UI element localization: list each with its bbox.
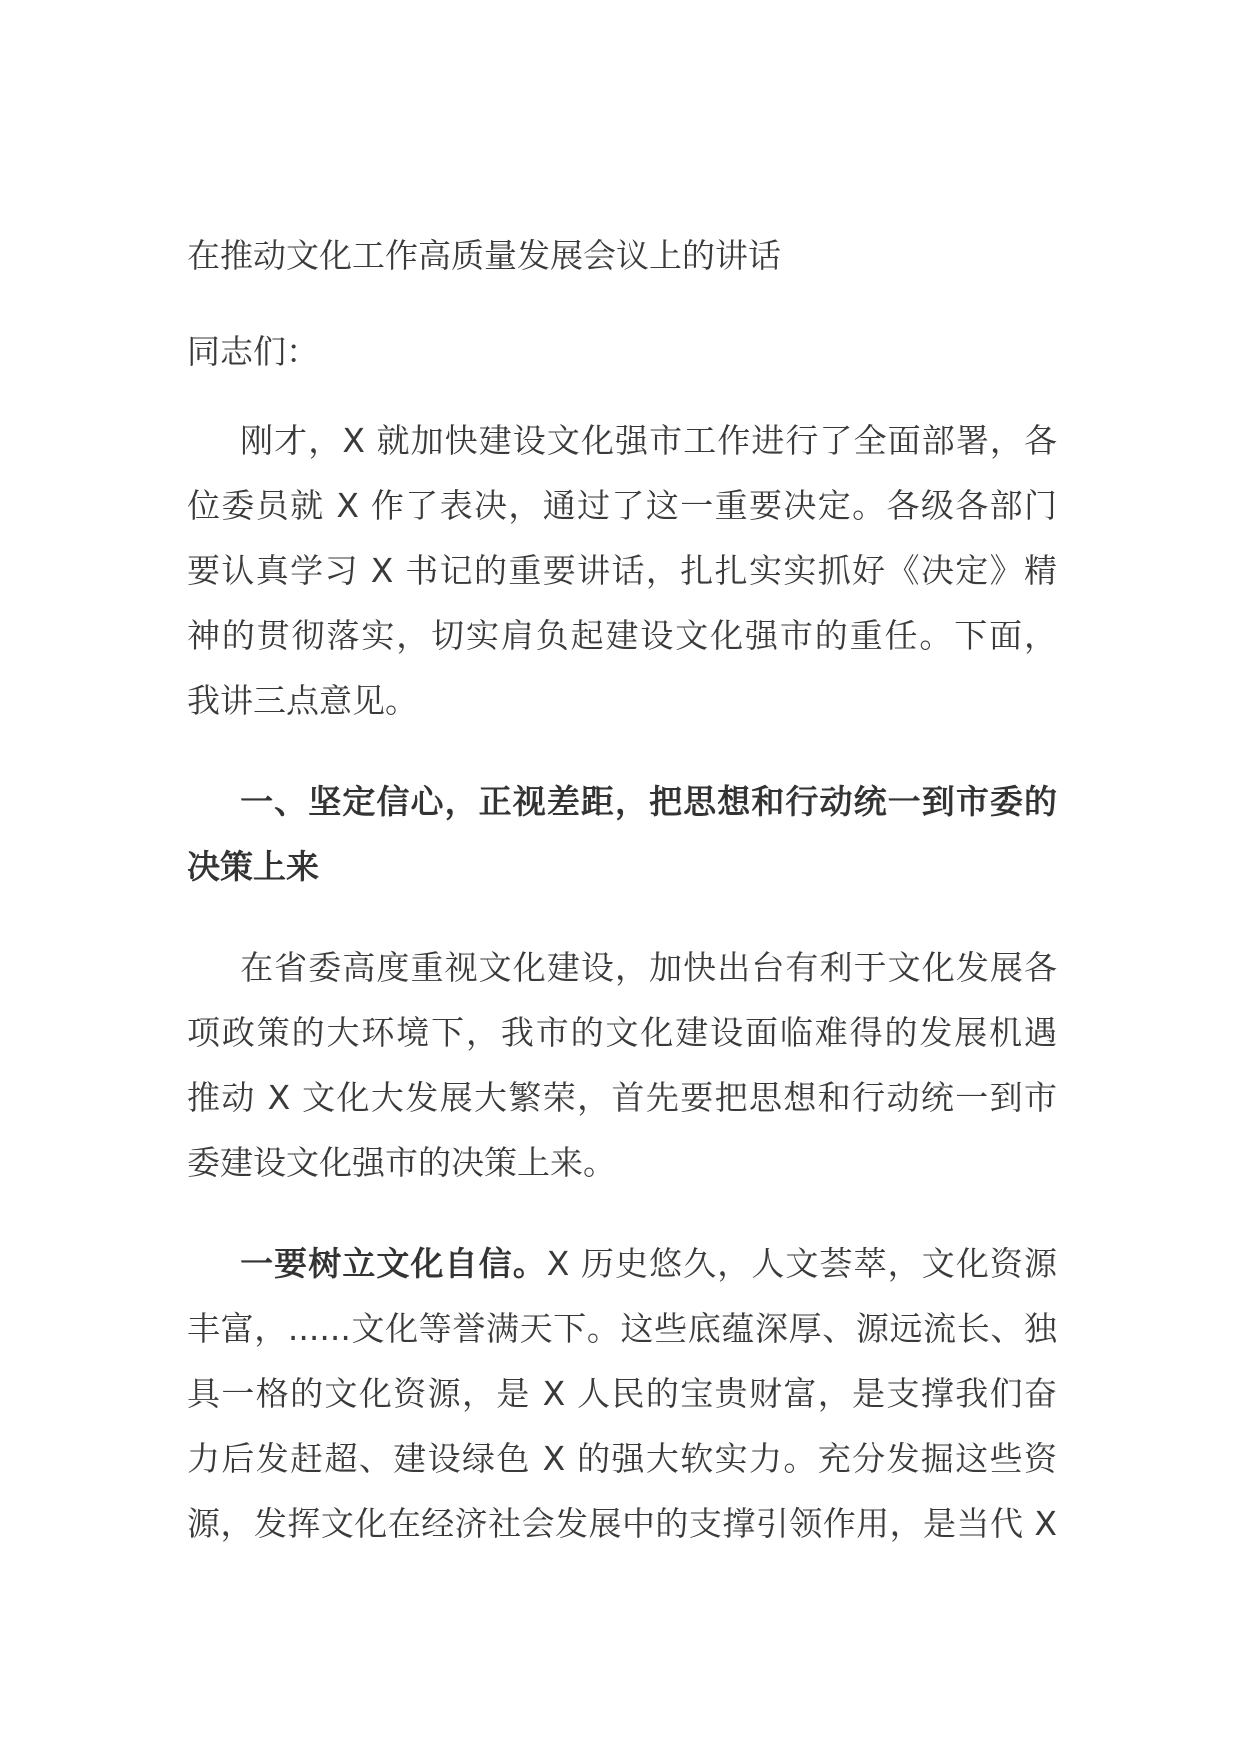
- paragraph-line: 神的贯彻落实，切实肩负起建设文化强市的重任。下面，: [187, 616, 1057, 655]
- document-title: 在推动文化工作高质量发展会议上的讲话: [187, 236, 781, 275]
- paragraph-line: 推动 X 文化大发展大繁荣，首先要把思想和行动统一到市: [187, 1078, 1057, 1117]
- heading-line: 决策上来: [187, 847, 319, 886]
- paragraph-line: 丰富，......文化等誉满天下。这些底蕴深厚、源远流长、独: [187, 1309, 1057, 1348]
- paragraph-line: 项政策的大环境下，我市的文化建设面临难得的发展机遇: [187, 1013, 1057, 1052]
- paragraph-context: [187, 935, 1057, 1195]
- paragraph-line: 在省委高度重视文化建设，加快出台有利于文化发展各: [239, 948, 1057, 987]
- paragraph-line: 刚才，X 就加快建设文化强市工作进行了全面部署，各: [239, 421, 1057, 460]
- document-body: [187, 236, 1057, 1556]
- paragraph-line: 委建设文化强市的决策上来。: [187, 1143, 616, 1182]
- paragraph-line: 位委员就 X 作了表决，通过了这一重要决定。各级各部门: [187, 486, 1057, 525]
- salutation: 同志们：: [187, 332, 319, 371]
- section-heading-1: [187, 769, 1057, 899]
- paragraph-line: 一要树立文化自信。X 历史悠久，人文荟萃，文化资源: [239, 1244, 1057, 1283]
- heading-line: 一、坚定信心，正视差距，把思想和行动统一到市委的: [239, 782, 1057, 821]
- paragraph-cultural-confidence: [187, 1231, 1057, 1556]
- paragraph-line: 具一格的文化资源，是 X 人民的宝贵财富，是支撑我们奋: [187, 1374, 1057, 1413]
- lead-phrase: 一要树立文化自信。: [239, 1244, 547, 1283]
- paragraph-line: 要认真学习 X 书记的重要讲话，扎扎实实抓好《决定》精: [187, 551, 1057, 590]
- paragraph-line: 我讲三点意见。: [187, 681, 418, 720]
- paragraph-line: 源，发挥文化在经济社会发展中的支撑引领作用，是当代 X: [187, 1504, 1057, 1543]
- paragraph-intro: [187, 408, 1057, 733]
- paragraph-line: 力后发赶超、建设绿色 X 的强大软实力。充分发掘这些资: [187, 1439, 1057, 1478]
